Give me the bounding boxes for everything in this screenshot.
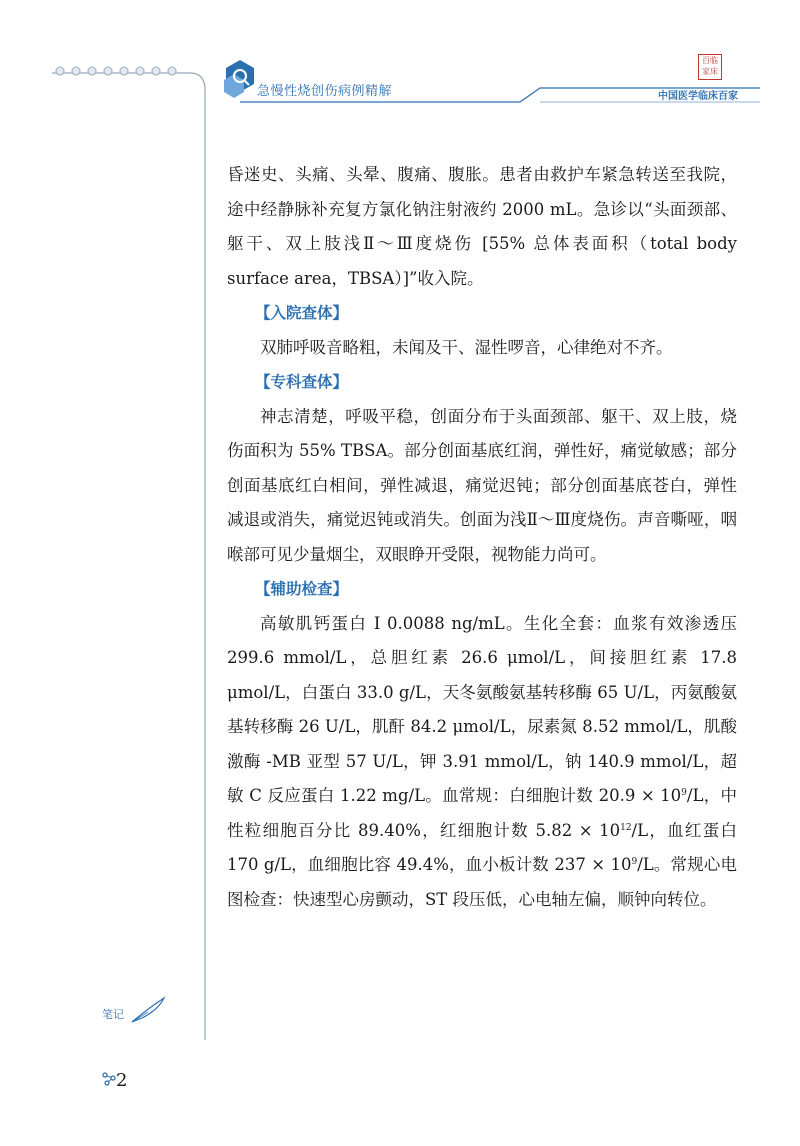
exponent-3: 9 <box>631 857 638 867</box>
main-content <box>227 158 737 917</box>
lab-text-3: /L，血红蛋白 170 g/L，血细胞比容 49.4%，血小板计数 237 × 10 <box>227 820 737 874</box>
series-name: 中国医学临床百家 <box>658 91 738 102</box>
book-title: 急慢性烧创伤病例精解 <box>257 84 393 99</box>
lab-text-1: 高敏肌钙蛋白 I 0.0088 ng/mL。生化全套：血浆有效渗透压 299.6 mmol/L，总胆红素 26.6 μmol/L，间接胆红素 17.8 μmol/L，白蛋白 33.0 g/L，天冬氨酸氨基转移酶 65 U/L，丙氨酸氨基转移酶 26 U/L，肌酐 84.2 μmol/L，尿素氮 8.52 mmol/L，肌酸激酶 -MB 亚型 57 U/L，钾 3.91 mmol/L，钠 140.9 mmol/L，超敏 C 反应蛋白 1.22 mg/L。血常规：白细胞计数 20.9 × 10 <box>227 613 737 805</box>
specialty-exam-text: 神志清楚，呼吸平稳，创面分布于头面颈部、躯干、双上肢，烧伤面积为 55% TBSA。部分创面基底红润，弹性好，痛觉敏感；部分创面基底红白相间，弹性减退，痛觉迟钝；部分创面基底苍白，弹性减退或消失，痛觉迟钝或消失。创面为浅Ⅱ～Ⅲ度烧伤。声音嘶哑，咽喉部可见少量烟尘，双眼睁开受限，视物能力尚可。 <box>227 406 737 564</box>
lab-text-2: /L，中性粒细胞百分比 89.40%，红细胞计数 5.82 × 10 <box>227 786 737 840</box>
intro-paragraph: 昏迷史、头痛、头晕、腹痛、腹胀。患者由救护车紧急转送至我院，途中经静脉补充复方氯化钠注射液约 2000 mL。急诊以“头面颈部、躯干、双上肢浅Ⅱ～Ⅲ度烧伤 [55% 总体表面积（total body surface area，TBSA）]”收入院。 <box>227 165 737 288</box>
auxiliary-exam-text <box>227 607 737 918</box>
quill-icon <box>128 996 168 1026</box>
lab-text-4: /L。常规心电图检查：快速型心房颤动，ST 段压低，心电轴左偏，顺钟向转位。 <box>227 855 737 909</box>
specialty-exam-heading: 【专科查体】 <box>255 373 349 391</box>
exponent-1: 9 <box>681 788 687 798</box>
seal-icon: 百临家床 <box>698 54 722 80</box>
book-logo-icon <box>222 58 258 100</box>
page-number: 2 <box>116 1070 128 1091</box>
auxiliary-exam-heading: 【辅助检查】 <box>255 580 349 598</box>
exponent-2: 12 <box>620 822 632 833</box>
notes-label: 笔记 <box>102 1008 124 1021</box>
admission-exam-text: 双肺呼吸音略粗，未闻及干、湿性啰音，心律绝对不齐。 <box>260 337 673 357</box>
admission-exam-heading: 【入院查体】 <box>255 304 349 322</box>
molecule-icon <box>102 1072 116 1086</box>
